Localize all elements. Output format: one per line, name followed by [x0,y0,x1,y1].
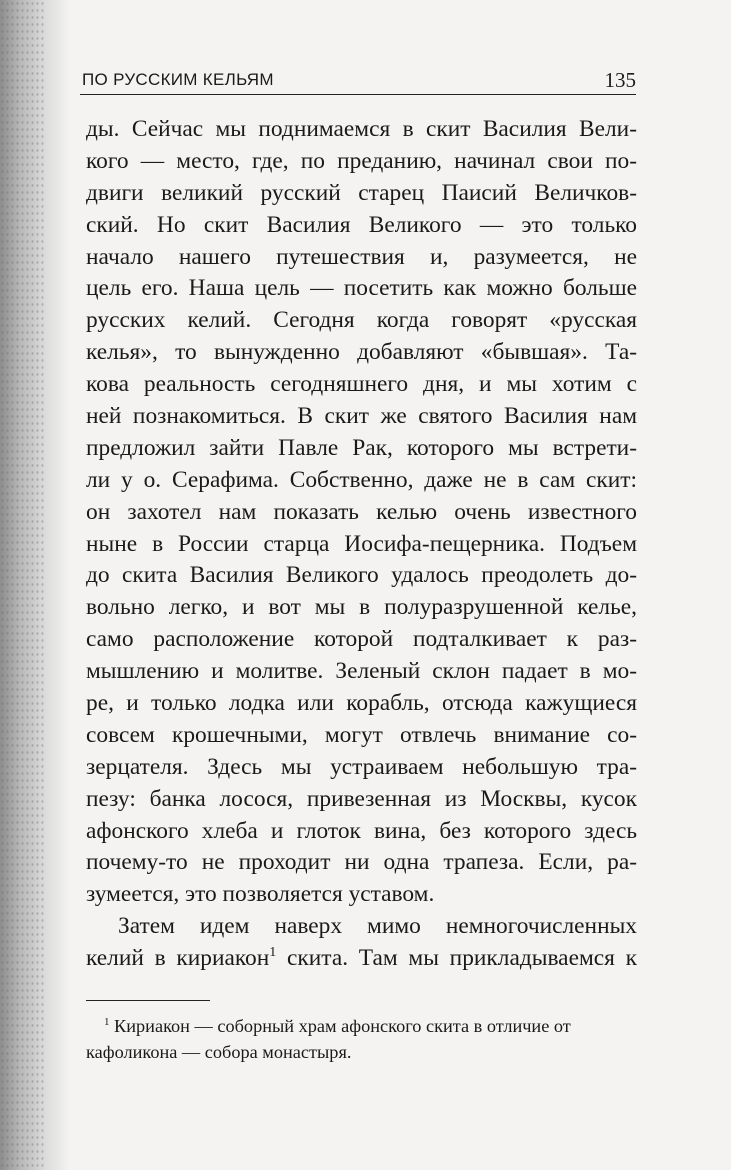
footnote-text: Кириакон — соборный храм афонского скита в отличие от [109,1016,571,1036]
text-line: ский. Но скит Василия Великого — это только [86,211,637,238]
text-line: до скита Василия Великого удалось преодолеть до- [86,562,637,589]
text-line: мышлению и молитве. Зеленый склон падает в мо- [86,658,637,685]
footnote [86,1014,637,1065]
text-line-with-note [86,943,637,975]
text-line: начало нашего путешествия и, разумеется, не [86,243,637,270]
text-line: пезу: банка лосося, привезенная из Москвы, кусок [86,785,637,812]
text-line: ре, и только лодка или корабль, отсюда кажущиеся [86,690,637,717]
text-line: келья», то вынужденно добавляют «бывшая». Та- [86,339,637,366]
text-line: ли у о. Серафима. Собственно, даже не в сам скит: [86,466,637,493]
text-line: почему-то не проходит ни одна трапеза. Если, ра- [86,849,637,876]
text-line: ней познакомиться. В скит же святого Василия нам [86,403,637,430]
text-line: он захотел нам показать келью очень известного [86,498,637,525]
footnote-reference[interactable]: 1 [269,944,277,961]
scan-noise [0,0,45,1170]
text-line: предложил зайти Павле Рак, которого мы встрети- [86,434,637,461]
text-line: русских келий. Сегодня когда говорят «русская [86,307,637,334]
main-text [86,114,637,975]
text-line: зерцателя. Здесь мы устраиваем небольшую тра- [86,753,637,780]
footnote-divider [86,1000,210,1001]
text-line: вольно легко, и вот мы в полуразрушенной келье, [86,594,637,621]
text-line: ныне в России старца Иосифа-пещерника. Подъем [86,530,637,557]
paragraph-first-line: Затем идем наверх мимо немногочисленных [118,913,637,940]
running-title: ПО РУССКИМ КЕЛЬЯМ [82,70,274,89]
text-line: кого — место, где, по преданию, начинал свои по- [86,147,637,174]
text-line: кова реальность сегодняшнего дня, и мы хотим с [86,371,637,398]
page-number: 135 [604,68,636,92]
text-fragment: скита. Там мы прикладываемся к [276,945,638,972]
text-line: само расположение которой подталкивает к раз- [86,626,637,653]
text-line: зумеется, это позволяется уставом. [86,881,435,908]
text-line: совсем крошечными, могут отвлечь внимание со- [86,721,637,748]
text-fragment: келий в кириакон [86,945,270,972]
page-header [80,68,636,95]
text-line: двиги великий русский старец Паисий Величков- [86,179,637,206]
text-line: афонского хлеба и глоток вина, без которого здесь [86,817,637,844]
text-line: ды. Сейчас мы поднимаемся в скит Василия Вели- [86,116,637,142]
footnote-mark: 1 [104,1015,110,1028]
text-line: цель его. Наша цель — посетить как можно больше [86,275,637,302]
footnote-line [86,1014,637,1040]
footnote-line: кафоликона — собора монастыря. [86,1041,352,1062]
